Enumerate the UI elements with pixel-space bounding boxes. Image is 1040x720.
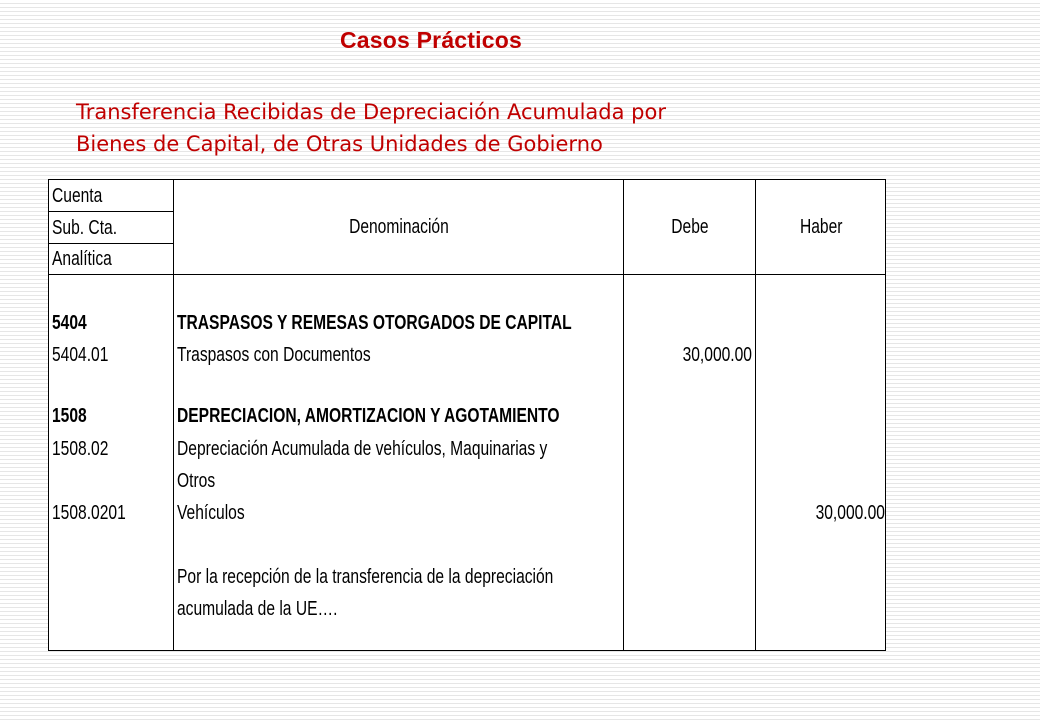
account-code: 1508.0201 — [52, 502, 126, 524]
row-divider — [49, 211, 173, 212]
account-code: 1508.02 — [52, 438, 109, 460]
column-divider — [173, 180, 174, 650]
page-heading: Casos Prácticos — [340, 27, 522, 53]
debe-amount: 30,000.00 — [682, 344, 752, 366]
header-bottom-border — [49, 274, 885, 275]
header-haber: Haber — [800, 216, 843, 238]
subtitle-line-2: Bienes de Capital, de Otras Unidades de Gobierno — [76, 132, 603, 156]
account-code: 5404 — [52, 312, 87, 334]
account-code: 5404.01 — [52, 344, 109, 366]
account-description: Vehículos — [177, 502, 245, 524]
haber-amount: 30,000.00 — [815, 502, 885, 524]
accounting-entry-table — [48, 179, 886, 651]
subtitle-line-1: Transferencia Recibidas de Depreciación Acumulada por — [76, 100, 666, 124]
account-code: 1508 — [52, 405, 87, 427]
account-description: TRASPASOS Y REMESAS OTORGADOS DE CAPITAL — [177, 312, 572, 334]
header-sub-cta: Sub. Cta. — [52, 217, 118, 239]
header-denominacion: Denominación — [348, 216, 449, 238]
page-subtitle — [76, 96, 896, 160]
header-debe: Debe — [670, 216, 709, 238]
account-description: DEPRECIACION, AMORTIZACION Y AGOTAMIENTO — [177, 405, 560, 427]
header-analitica: Analítica — [52, 248, 112, 270]
entry-gloss-line-2: acumulada de la UE…. — [177, 598, 338, 620]
header-cuenta: Cuenta — [52, 185, 103, 207]
account-description: Traspasos con Documentos — [177, 344, 371, 366]
entry-gloss-line-1: Por la recepción de la transferencia de la depreciación — [177, 566, 554, 588]
account-description: Depreciación Acumulada de vehículos, Maquinarias y — [177, 438, 548, 460]
account-description-continued: Otros — [177, 470, 216, 492]
column-divider — [755, 180, 756, 650]
